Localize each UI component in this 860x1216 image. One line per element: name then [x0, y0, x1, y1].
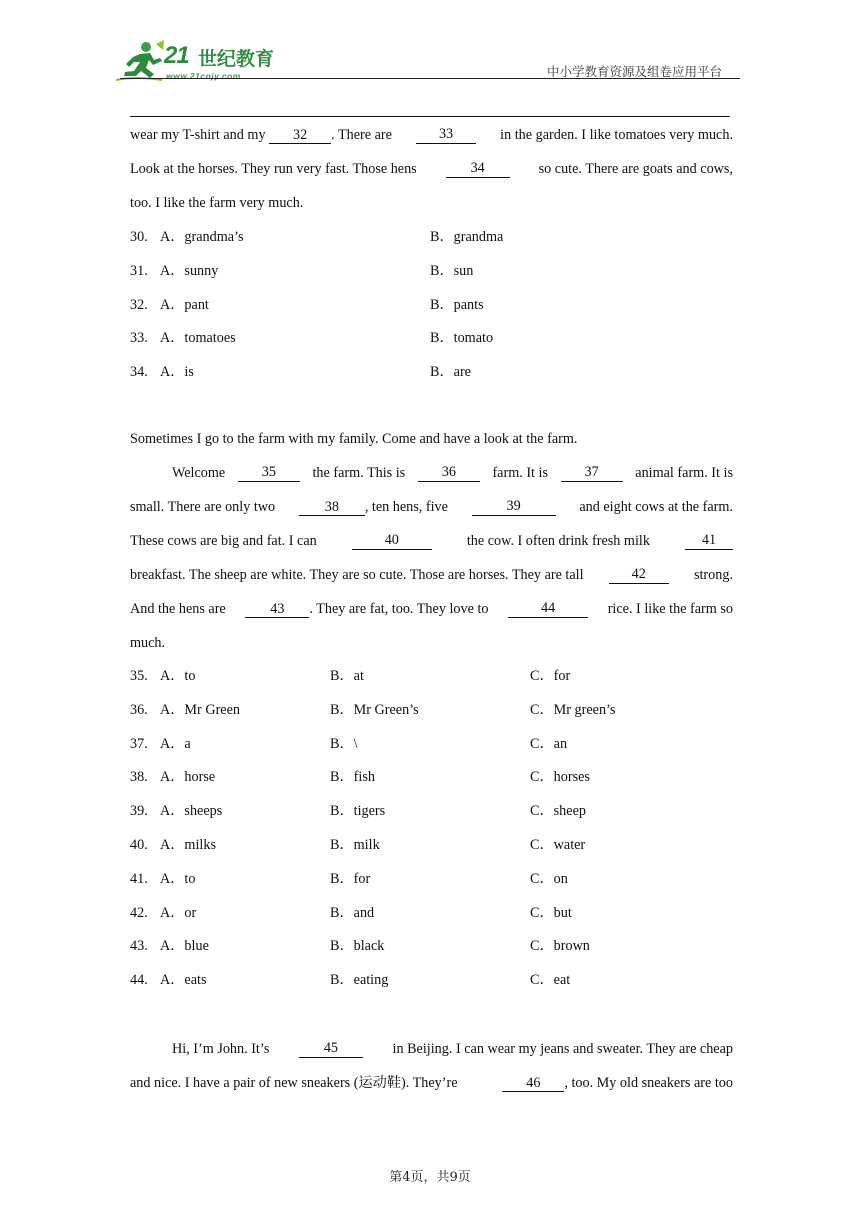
logo-url: www.21cnjy.com: [166, 71, 241, 81]
option-c[interactable]: C．on: [530, 870, 568, 887]
question-number: 34.: [130, 364, 148, 381]
option-b[interactable]: B．are: [430, 364, 471, 381]
option-b[interactable]: B．\: [330, 735, 358, 752]
text-segment: Look at the horses. They run very fast. Those hens: [130, 161, 417, 177]
blank-35: 35: [238, 464, 300, 482]
passage2-line2: small. There are only two 38 , ten hens, five 39 and eight cows at the farm.: [130, 498, 733, 515]
passage2-line3: These cows are big and fat. I can 40 the cow. I often drink fresh milk 41: [130, 532, 733, 550]
passage1-line1: [130, 126, 733, 144]
option-b[interactable]: B．at: [330, 668, 364, 684]
option-a[interactable]: A．eats: [160, 972, 207, 989]
text-segment: in the garden. I like tomatoes very much.: [500, 127, 733, 143]
option-a[interactable]: A．tomatoes: [160, 330, 236, 347]
passage2-line5: And the hens are 43 . They are fat, too. They love to 44 rice. I like the farm so: [130, 600, 733, 617]
blank-42: 42: [609, 566, 669, 584]
option-b[interactable]: B．grandma: [430, 229, 504, 245]
option-b[interactable]: B．pants: [430, 296, 484, 313]
option-a[interactable]: A．sunny: [160, 262, 219, 279]
blank-46: 46: [502, 1075, 564, 1092]
option-c[interactable]: C．but: [530, 904, 572, 921]
option-a[interactable]: A．milks: [160, 837, 216, 853]
option-c[interactable]: C．horses: [530, 769, 590, 786]
option-b[interactable]: B．fish: [330, 769, 375, 786]
option-a[interactable]: A．to: [160, 870, 196, 887]
passage1-line2: [130, 160, 733, 178]
blank-41: 41: [685, 532, 733, 550]
option-b[interactable]: B．Mr Green’s: [330, 701, 419, 718]
question-number: 41.: [130, 870, 148, 887]
question-number: 35.: [130, 668, 148, 684]
blank-39: 39: [472, 498, 556, 516]
blank-38: 38: [299, 499, 365, 516]
logo-text: 世纪教育: [198, 48, 275, 70]
question-number: 42.: [130, 904, 148, 921]
option-a[interactable]: A．sheeps: [160, 803, 223, 820]
option-a[interactable]: A．grandma’s: [160, 229, 244, 245]
content-top-rule: [130, 116, 730, 117]
platform-title: 中小学教育资源及组卷应用平台: [546, 64, 722, 79]
blank-40: 40: [352, 532, 432, 550]
passage3-line1: Hi, I’m John. It’s 45 in Beijing. I can wear my jeans and sweater. They are cheap: [172, 1040, 733, 1057]
header-divider: [120, 78, 740, 79]
question-number: 30.: [130, 229, 148, 245]
text-segment: so cute. There are goats and cows,: [538, 161, 733, 177]
blank-32: 32: [269, 127, 331, 144]
option-b[interactable]: B．tomato: [430, 330, 494, 347]
question-number: 33.: [130, 330, 148, 347]
blank-34: 34: [446, 160, 510, 178]
option-b[interactable]: B．for: [330, 870, 371, 887]
question-number: 32.: [130, 296, 148, 313]
question-number: 43.: [130, 938, 148, 955]
question-number: 39.: [130, 803, 148, 820]
passage3-line2: and nice. I have a pair of new sneakers (运动鞋). They’re 46 , too. My old sneakers are too: [130, 1075, 733, 1091]
option-b[interactable]: B．black: [330, 938, 385, 955]
passage2-intro: Sometimes I go to the farm with my family. Come and have a look at the farm.: [130, 431, 578, 447]
option-c[interactable]: C．brown: [530, 938, 590, 955]
question-number: 37.: [130, 735, 148, 752]
option-c[interactable]: C．sheep: [530, 803, 586, 820]
option-b[interactable]: B．tigers: [330, 803, 386, 820]
option-b[interactable]: B．milk: [330, 837, 380, 853]
question-number: 38.: [130, 769, 148, 786]
page-number: 第4页，共9页: [389, 1170, 471, 1185]
option-b[interactable]: B．sun: [430, 262, 474, 279]
question-number: 31.: [130, 262, 148, 279]
option-a[interactable]: A．Mr Green: [160, 701, 240, 718]
option-c[interactable]: C．water: [530, 837, 586, 853]
blank-33: 33: [416, 126, 476, 144]
option-c[interactable]: C．for: [530, 668, 571, 684]
option-a[interactable]: A．pant: [160, 296, 209, 313]
blank-45: 45: [299, 1040, 363, 1058]
passage1-line3: too. I like the farm very much.: [130, 195, 304, 211]
option-a[interactable]: A．is: [160, 364, 194, 381]
option-c[interactable]: C．eat: [530, 972, 571, 989]
option-a[interactable]: A．horse: [160, 769, 216, 786]
option-a[interactable]: A．blue: [160, 938, 209, 955]
option-b[interactable]: B．and: [330, 904, 375, 921]
option-c[interactable]: C．an: [530, 735, 568, 752]
option-b[interactable]: B．eating: [330, 972, 389, 989]
blank-43: 43: [245, 601, 309, 618]
question-number: 36.: [130, 701, 148, 718]
option-a[interactable]: A．or: [160, 904, 197, 921]
passage2-line1: Welcome 35 the farm. This is 36 farm. It is 37 animal farm. It is: [172, 464, 733, 481]
blank-44: 44: [508, 600, 588, 618]
question-number: 44.: [130, 972, 148, 989]
option-a[interactable]: A．to: [160, 668, 196, 684]
text-segment: wear my T-shirt and my 32 . There are: [130, 127, 392, 143]
logo-number: 21: [164, 42, 189, 69]
blank-36: 36: [418, 464, 480, 482]
option-c[interactable]: C．Mr green’s: [530, 701, 616, 718]
question-number: 40.: [130, 837, 148, 853]
blank-37: 37: [561, 464, 623, 482]
passage2-line6: much.: [130, 635, 166, 651]
passage2-line4: breakfast. The sheep are white. They are so cute. Those are horses. They are tall 42 strong.: [130, 566, 733, 583]
option-a[interactable]: A．a: [160, 735, 191, 752]
